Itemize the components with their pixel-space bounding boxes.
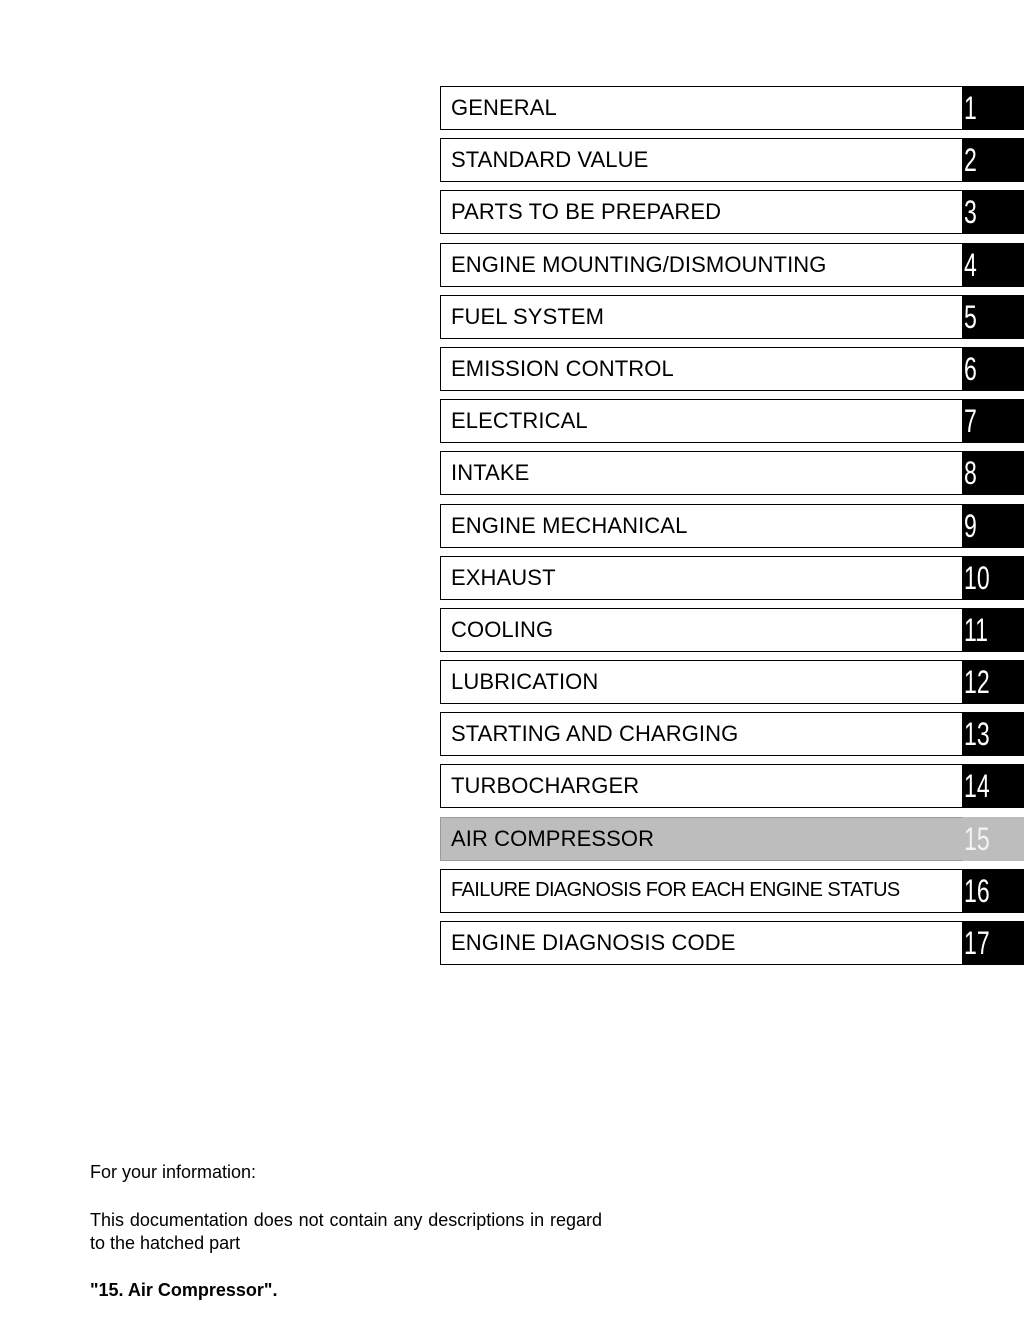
chapter-tab[interactable] [962, 712, 1024, 756]
chapter-tab[interactable] [962, 86, 1024, 130]
toc-item-label: ENGINE DIAGNOSIS CODE [440, 921, 962, 965]
chapter-tab[interactable] [962, 817, 1024, 861]
chapter-number: 14 [964, 768, 990, 805]
chapter-number: 5 [964, 298, 977, 335]
chapter-number: 12 [964, 664, 990, 701]
chapter-tab[interactable] [962, 504, 1024, 548]
chapter-tab[interactable] [962, 451, 1024, 495]
note-body: This documentation does not contain any descriptions in regard to the hatched part [90, 1210, 602, 1253]
toc-item-label: STARTING AND CHARGING [440, 712, 962, 756]
toc-item-engine-diagnosis-code[interactable] [440, 921, 1024, 965]
chapter-number: 9 [964, 507, 977, 544]
toc-item-label: GENERAL [440, 86, 962, 130]
chapter-number: 1 [964, 90, 977, 126]
chapter-number: 15 [964, 820, 990, 857]
chapter-tab[interactable] [962, 660, 1024, 704]
toc-item-label: EXHAUST [440, 556, 962, 600]
table-of-contents [440, 86, 1024, 973]
chapter-number: 11 [964, 611, 988, 648]
chapter-tab[interactable] [962, 347, 1024, 391]
chapter-tab[interactable] [962, 190, 1024, 234]
toc-item-parts-to-be-prepared[interactable] [440, 190, 1024, 234]
toc-item-fuel-system[interactable] [440, 295, 1024, 339]
toc-item-emission-control[interactable] [440, 347, 1024, 391]
chapter-number: 10 [964, 559, 990, 596]
toc-item-engine-mounting[interactable] [440, 243, 1024, 287]
toc-item-label: FAILURE DIAGNOSIS FOR EACH ENGINE STATUS [440, 869, 962, 913]
chapter-tab[interactable] [962, 399, 1024, 443]
chapter-number: 13 [964, 716, 990, 753]
note-heading: For your information: [90, 1162, 257, 1182]
toc-item-general[interactable] [440, 86, 1024, 130]
toc-item-intake[interactable] [440, 451, 1024, 495]
toc-item-label: EMISSION CONTROL [440, 347, 962, 391]
chapter-tab[interactable] [962, 608, 1024, 652]
toc-item-label: TURBOCHARGER [440, 764, 962, 808]
toc-item-label: COOLING [440, 608, 962, 652]
toc-item-standard-value[interactable] [440, 138, 1024, 182]
toc-item-air-compressor[interactable] [440, 817, 1024, 861]
note-emphasis: "15. Air Compressor". [90, 1280, 278, 1300]
toc-item-cooling[interactable] [440, 608, 1024, 652]
chapter-tab[interactable] [962, 556, 1024, 600]
toc-item-label: ELECTRICAL [440, 399, 962, 443]
chapter-number: 4 [964, 246, 977, 283]
chapter-number: 7 [964, 403, 977, 440]
toc-item-starting-and-charging[interactable] [440, 712, 1024, 756]
toc-item-label: AIR COMPRESSOR [440, 817, 962, 861]
toc-item-electrical[interactable] [440, 399, 1024, 443]
chapter-number: 16 [964, 872, 990, 909]
chapter-tab[interactable] [962, 764, 1024, 808]
information-note [90, 1161, 602, 1302]
chapter-number: 6 [964, 350, 977, 387]
toc-item-label: ENGINE MOUNTING/DISMOUNTING [440, 243, 962, 287]
toc-item-exhaust[interactable] [440, 556, 1024, 600]
toc-item-engine-mechanical[interactable] [440, 504, 1024, 548]
toc-item-lubrication[interactable] [440, 660, 1024, 704]
chapter-number: 17 [964, 925, 990, 961]
toc-item-label: PARTS TO BE PREPARED [440, 190, 962, 234]
toc-item-label: INTAKE [440, 451, 962, 495]
chapter-number: 8 [964, 455, 977, 492]
chapter-tab[interactable] [962, 921, 1024, 965]
toc-item-turbocharger[interactable] [440, 764, 1024, 808]
toc-item-label: LUBRICATION [440, 660, 962, 704]
toc-item-label: STANDARD VALUE [440, 138, 962, 182]
chapter-tab[interactable] [962, 869, 1024, 913]
toc-item-failure-diagnosis[interactable] [440, 869, 1024, 913]
toc-item-label: ENGINE MECHANICAL [440, 504, 962, 548]
toc-item-label: FUEL SYSTEM [440, 295, 962, 339]
chapter-tab[interactable] [962, 295, 1024, 339]
chapter-number: 2 [964, 142, 977, 179]
chapter-tab[interactable] [962, 243, 1024, 287]
chapter-tab[interactable] [962, 138, 1024, 182]
chapter-number: 3 [964, 194, 977, 231]
